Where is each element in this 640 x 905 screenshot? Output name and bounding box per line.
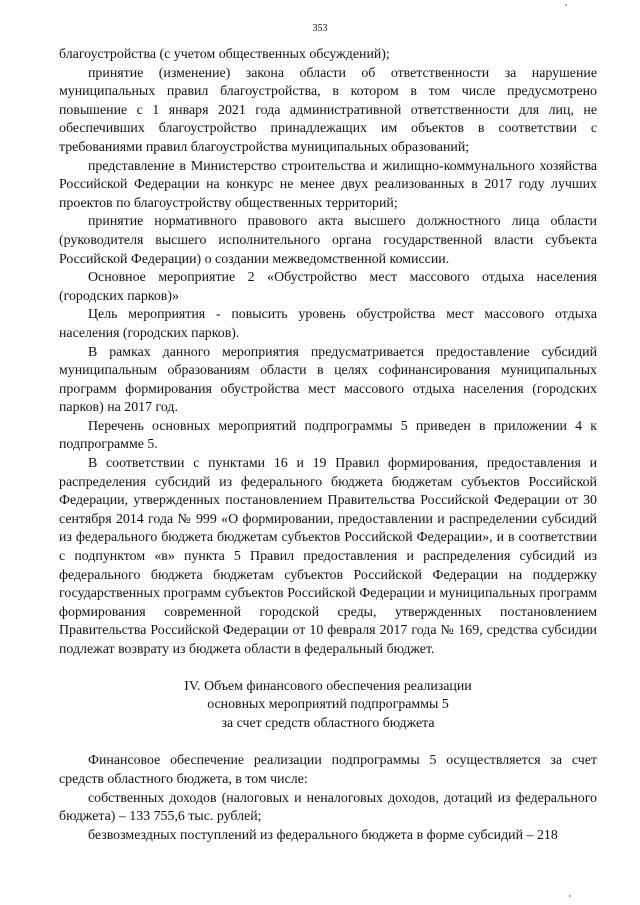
document-body: [59, 46, 597, 845]
paragraph: В соответствии с пунктами 16 и 19 Правил формирования, предоставления и распределения субсидий из федерального бюджета бюджетам субъектов Российской Федерации, утвержденных постановлением Правительства Российской Федерации от 30 сентября 2014 года № 999 «О формировании, предоставлении и распределении субсидий из федерального бюджета бюджетам субъектов Российской Федерации», и в соответствии с подпунктом «в» пункта 5 Правил предоставления и распределения субсидий из федерального бюджета бюджетам субъектов Российской Федерации на поддержку государственных программ субъектов Российской Федерации и муниципальных программ формирования современной городской среды, утвержденных постановлением Правительства Российской Федерации от 10 февраля 2017 года № 169, средства субсидии подлежат возврату из бюджета области в федеральный бюджет.: [59, 456, 597, 657]
section-heading-line-3: за счет средств областного бюджета: [221, 715, 435, 731]
paragraph: Основное мероприятие 2 «Обустройство мест массового отдыха населения (городских парков)»: [59, 270, 597, 304]
paragraph: собственных доходов (налоговых и неналоговых доходов, дотаций из федерального бюджета) – 133 755,6 тыс. рублей;: [59, 790, 597, 825]
paragraph: Финансовое обеспечение реализации подпрограммы 5 осуществляется за счет средств областного бюджета, в том числе:: [59, 753, 597, 787]
paragraph: принятие нормативного правового акта высшего должностного лица области (руководителя высшего исполнительного органа государственной власти субъекта Российской Федерации) о создании межведомственной комиссии.: [59, 214, 597, 267]
section-heading: [59, 678, 597, 734]
paragraph: Цель мероприятия - повысить уровень обустройства мест массового отдыха населения (городских парков).: [59, 307, 597, 341]
page-number: 353: [312, 23, 328, 34]
section-heading-line-2: основных мероприятий подпрограммы 5: [207, 697, 449, 713]
paragraph: представление в Министерство строительства и жилищно-коммунального хозяйства Российской Федерации на конкурс не менее двух реализованных в 2017 году лучших проектов по благоустройству общественных территорий;: [59, 158, 597, 211]
scan-speck: [569, 895, 571, 897]
paragraph: Перечень основных мероприятий подпрограммы 5 приведен в приложении 4 к подпрограмме 5.: [59, 418, 597, 453]
paragraphs-bottom: [59, 752, 597, 845]
paragraphs-top: [59, 46, 597, 660]
section-heading-line-1: IV. Объем финансового обеспечения реализации: [184, 678, 472, 694]
paragraph: безвозмездных поступлений из федерального бюджета в форме субсидий – 218: [88, 827, 558, 843]
paragraph: благоустройства (с учетом общественных обсуждений);: [59, 47, 390, 62]
scan-speck: [565, 4, 567, 6]
paragraph: принятие (изменение) закона области об ответственности за нарушение муниципальных правил благоустройства, в котором в том числе предусмотрено повышение с 1 января 2021 года административной ответственности для лиц, не обеспечивших благоустройство принадлежащих им объектов в соответствии с требованиями правил благоустройства муниципальных образований;: [59, 65, 597, 155]
paragraph: В рамках данного мероприятия предусматривается предоставление субсидий муниципальным образованиям области в целях софинансирования муниципальных программ формирования обустройства мест массового отдыха населения (городских парков) на 2017 год.: [59, 344, 597, 416]
